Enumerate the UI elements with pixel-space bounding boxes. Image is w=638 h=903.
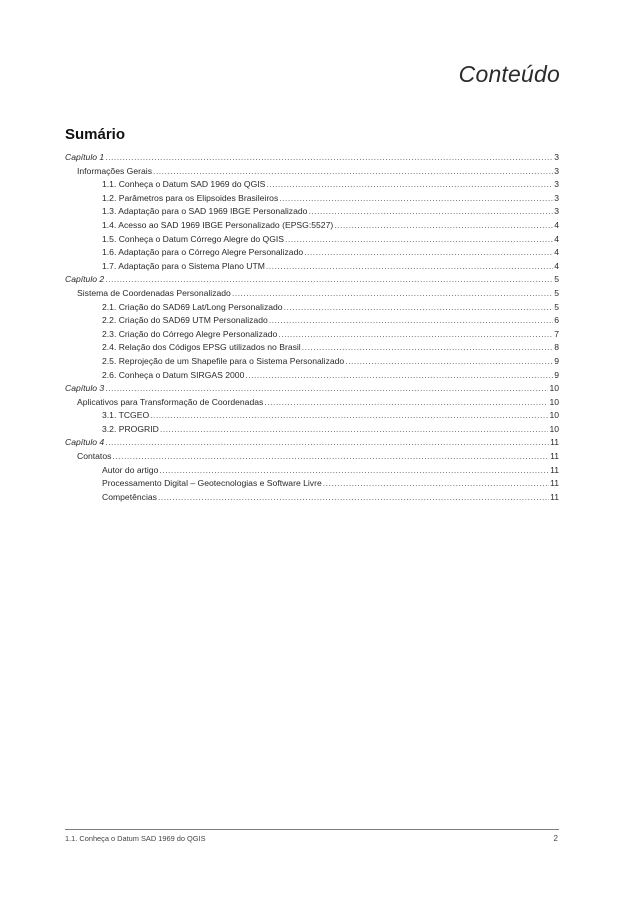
toc-entry[interactable] bbox=[65, 301, 559, 315]
toc-entry-page: 10 bbox=[549, 410, 559, 421]
toc-dot-leader bbox=[302, 341, 554, 355]
toc-dot-leader bbox=[112, 450, 549, 464]
toc-entry-page: 5 bbox=[554, 301, 559, 312]
toc-entry-page: 4 bbox=[554, 260, 559, 271]
footer-page-number: 2 bbox=[553, 834, 558, 843]
toc-entry[interactable] bbox=[65, 477, 559, 491]
toc-dot-leader bbox=[158, 491, 549, 505]
toc-entry-label: 2.1. Criação do SAD69 Lat/Long Personalizado bbox=[102, 301, 283, 312]
toc-dot-leader bbox=[160, 423, 549, 437]
toc-entry-page: 10 bbox=[549, 423, 559, 434]
toc-dot-leader bbox=[304, 246, 553, 260]
toc-entry-page: 11 bbox=[550, 464, 559, 475]
footer-section-title: 1.1. Conheça o Datum SAD 1969 do QGIS bbox=[65, 834, 206, 843]
toc-entry[interactable] bbox=[65, 409, 559, 423]
toc-entry-page: 3 bbox=[554, 192, 559, 203]
toc-entry[interactable] bbox=[65, 355, 559, 369]
toc-entry[interactable] bbox=[65, 233, 559, 247]
toc-entry-label: 1.7. Adaptação para o Sistema Plano UTM bbox=[102, 260, 265, 271]
toc-entry-page: 11 bbox=[550, 451, 559, 462]
toc-entry[interactable] bbox=[65, 219, 559, 233]
toc-entry-label: Competências bbox=[102, 491, 157, 502]
toc-entry[interactable] bbox=[65, 341, 559, 355]
toc-entry-label: Capítulo 4 bbox=[65, 437, 105, 448]
toc-entry-page: 4 bbox=[554, 233, 559, 244]
toc-entry[interactable] bbox=[65, 396, 559, 410]
toc-entry[interactable] bbox=[65, 246, 559, 260]
toc-entry-label: Processamento Digital – Geotecnologias e Software Livre bbox=[102, 478, 322, 489]
toc-dot-leader bbox=[334, 219, 553, 233]
toc-entry-label: Informações Gerais bbox=[77, 165, 152, 176]
toc-dot-leader bbox=[232, 287, 553, 301]
toc-entry-label: Capítulo 2 bbox=[65, 274, 105, 285]
toc-entry-label: 2.6. Conheça o Datum SIRGAS 2000 bbox=[102, 369, 245, 380]
toc-entry-page: 3 bbox=[554, 152, 559, 162]
toc-entry-label: 1.6. Adaptação para o Córrego Alegre Personalizado bbox=[102, 247, 304, 258]
toc-entry-label: 1.4. Acesso ao SAD 1969 IBGE Personalizado (EPSG:5527) bbox=[102, 219, 334, 230]
toc-entry-page: 3 bbox=[554, 179, 559, 190]
toc-entry-label: Aplicativos para Transformação de Coordenadas bbox=[77, 396, 264, 407]
toc-entry[interactable] bbox=[65, 491, 559, 505]
toc-dot-leader bbox=[245, 369, 553, 383]
toc-entry-label: 3.2. PROGRID bbox=[102, 423, 159, 434]
toc-entry-label: 2.3. Criação do Córrego Alegre Personalizado bbox=[102, 328, 278, 339]
toc-entry-label: 1.1. Conheça o Datum SAD 1969 do QGIS bbox=[102, 179, 266, 190]
toc-entry[interactable] bbox=[65, 178, 559, 192]
toc-dot-leader bbox=[284, 301, 554, 315]
toc-dot-leader bbox=[323, 477, 549, 491]
toc-entry-label: Contatos bbox=[77, 451, 112, 462]
table-of-contents bbox=[65, 151, 559, 504]
toc-dot-leader bbox=[345, 355, 553, 369]
toc-entry[interactable] bbox=[65, 151, 559, 165]
toc-entry-page: 11 bbox=[550, 478, 559, 489]
toc-entry[interactable] bbox=[65, 205, 559, 219]
toc-entry-label: Autor do artigo bbox=[102, 464, 159, 475]
toc-entry[interactable] bbox=[65, 314, 559, 328]
toc-entry[interactable] bbox=[65, 464, 559, 478]
toc-dot-leader bbox=[285, 233, 553, 247]
toc-entry-page: 10 bbox=[549, 396, 559, 407]
toc-entry-page: 4 bbox=[554, 219, 559, 230]
toc-entry-label: 2.4. Relação dos Códigos EPSG utilizados no Brasil bbox=[102, 342, 301, 353]
footer-divider bbox=[65, 829, 559, 830]
toc-entry-label: 3.1. TCGEO bbox=[102, 410, 150, 421]
toc-dot-leader bbox=[308, 205, 553, 219]
toc-entry-page: 11 bbox=[550, 491, 559, 502]
toc-dot-leader bbox=[105, 382, 548, 396]
toc-entry[interactable] bbox=[65, 450, 559, 464]
page-title: Conteúdo bbox=[458, 61, 560, 87]
toc-dot-leader bbox=[278, 328, 553, 342]
toc-entry-page: 10 bbox=[549, 383, 559, 394]
toc-dot-leader bbox=[269, 314, 553, 328]
toc-entry-label: 1.3. Adaptação para o SAD 1969 IBGE Personalizado bbox=[102, 206, 308, 217]
toc-entry-label: Capítulo 3 bbox=[65, 383, 105, 394]
toc-entry-page: 4 bbox=[554, 247, 559, 258]
toc-entry[interactable] bbox=[65, 192, 559, 206]
toc-entry-label: Capítulo 1 bbox=[65, 152, 105, 162]
toc-entry[interactable] bbox=[65, 382, 559, 396]
toc-entry[interactable] bbox=[65, 165, 559, 179]
toc-entry-page: 11 bbox=[550, 437, 559, 448]
toc-heading: Sumário bbox=[65, 126, 126, 143]
toc-entry[interactable] bbox=[65, 369, 559, 383]
toc-dot-leader bbox=[105, 273, 553, 287]
toc-entry-label: 2.5. Reprojeção de um Shapefile para o Sistema Personalizado bbox=[102, 355, 345, 366]
toc-entry[interactable] bbox=[65, 260, 559, 274]
toc-dot-leader bbox=[264, 396, 548, 410]
toc-dot-leader bbox=[266, 178, 553, 192]
toc-dot-leader bbox=[105, 151, 553, 165]
toc-entry[interactable] bbox=[65, 436, 559, 450]
toc-dot-leader bbox=[153, 165, 553, 179]
toc-entry-page: 8 bbox=[554, 342, 559, 353]
toc-dot-leader bbox=[105, 436, 549, 450]
toc-entry[interactable] bbox=[65, 273, 559, 287]
toc-entry-page: 3 bbox=[554, 206, 559, 217]
toc-entry-page: 6 bbox=[554, 315, 559, 326]
toc-dot-leader bbox=[150, 409, 548, 423]
toc-entry-label: Sistema de Coordenadas Personalizado bbox=[77, 287, 231, 298]
toc-entry[interactable] bbox=[65, 423, 559, 437]
toc-dot-leader bbox=[279, 192, 553, 206]
toc-entry[interactable] bbox=[65, 328, 559, 342]
toc-dot-leader bbox=[159, 464, 549, 478]
toc-entry-label: 2.2. Criação do SAD69 UTM Personalizado bbox=[102, 315, 268, 326]
toc-entry-page: 5 bbox=[554, 274, 559, 285]
toc-entry[interactable] bbox=[65, 287, 559, 301]
toc-entry-page: 3 bbox=[554, 165, 559, 176]
toc-entry-page: 5 bbox=[554, 287, 559, 298]
toc-entry-page: 7 bbox=[554, 328, 559, 339]
toc-entry-label: 1.5. Conheça o Datum Córrego Alegre do QGIS bbox=[102, 233, 284, 244]
toc-entry-page: 9 bbox=[554, 369, 559, 380]
toc-entry-page: 9 bbox=[554, 355, 559, 366]
toc-entry-label: 1.2. Parâmetros para os Elipsoides Brasileiros bbox=[102, 192, 279, 203]
toc-dot-leader bbox=[266, 260, 553, 274]
